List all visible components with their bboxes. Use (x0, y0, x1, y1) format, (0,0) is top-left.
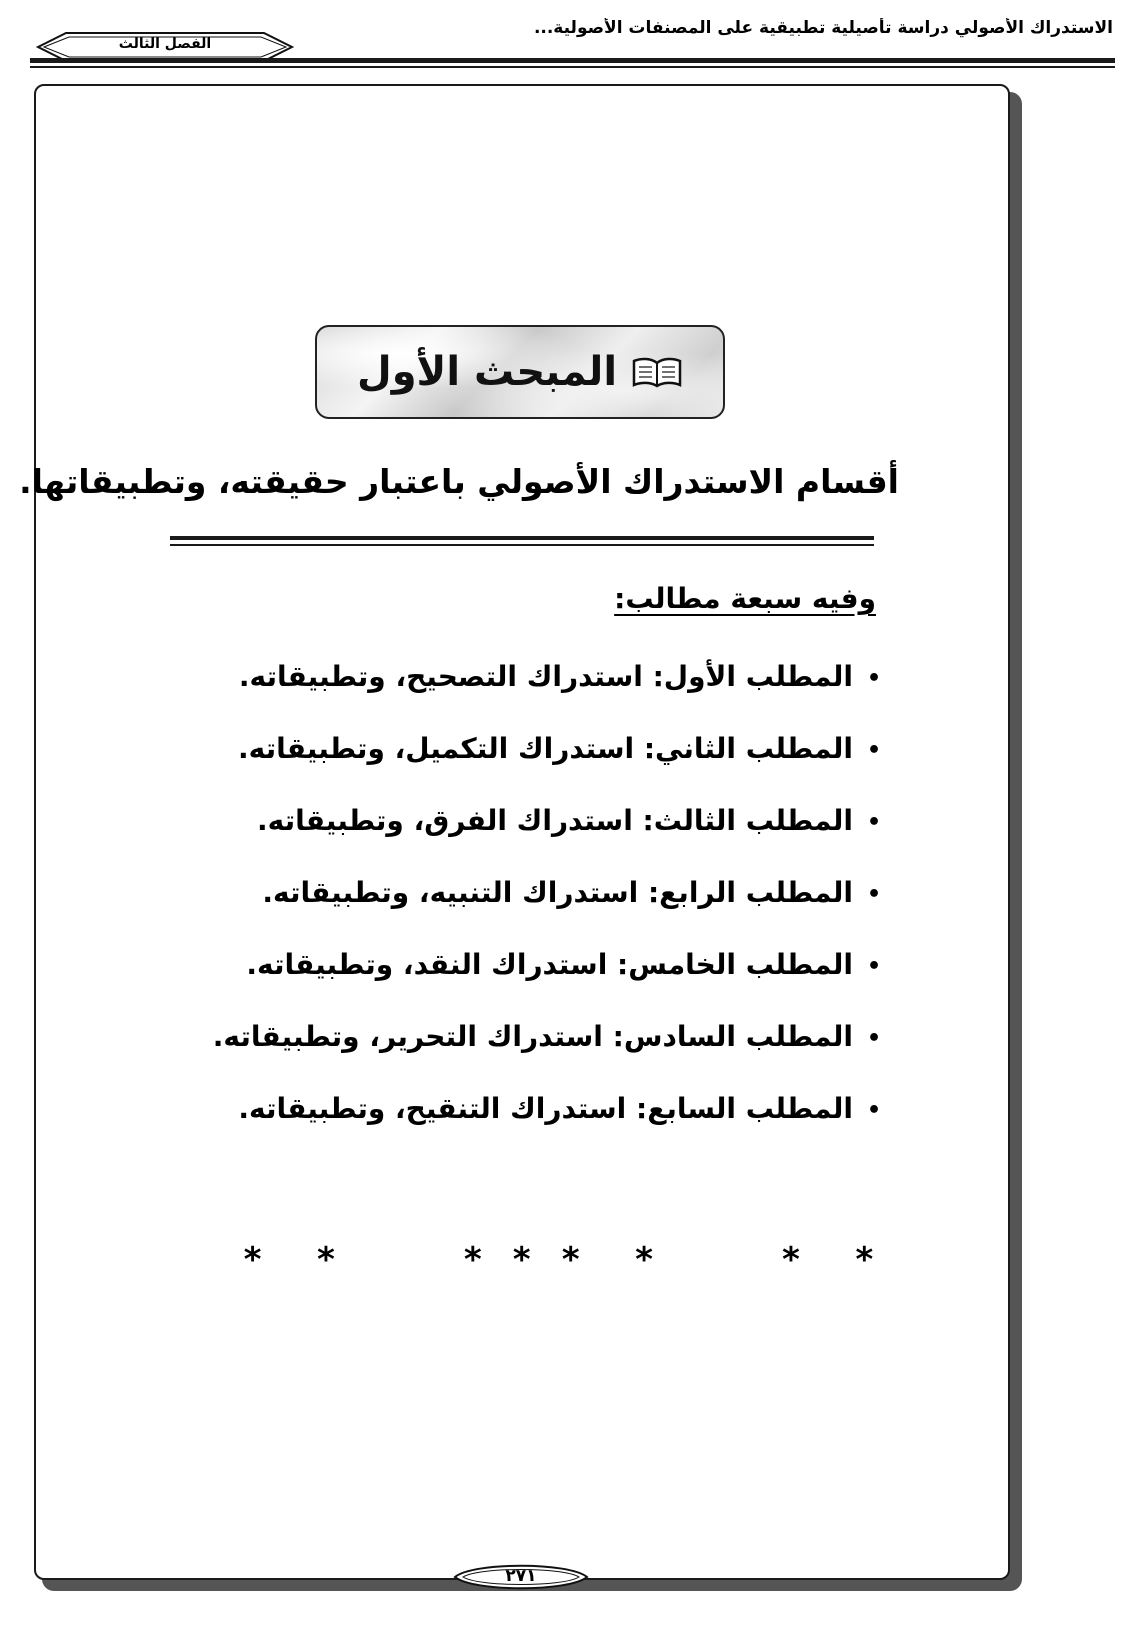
list-item-text: المطلب الرابع: استدراك التنبيه، وتطبيقاته. (262, 876, 853, 909)
list-item (238, 732, 881, 765)
list-item (262, 876, 881, 909)
section-badge (315, 325, 725, 419)
running-title: الاستدراك الأصولي دراسة تأصيلية تطبيقية على المصنفات الأصولية... (533, 18, 1113, 38)
bullet-icon: • (866, 953, 881, 979)
list-item (238, 1092, 881, 1125)
list-item-text: المطلب السابع: استدراك التنقيح، وتطبيقاته. (238, 1092, 853, 1125)
open-book-icon (631, 355, 683, 389)
bullet-icon: • (866, 881, 881, 907)
list-item-text: المطلب الأول: استدراك التصحيح، وتطبيقاته. (238, 660, 853, 693)
list-item (239, 660, 881, 693)
list-item (246, 948, 881, 981)
list-item (257, 804, 881, 837)
page-number-badge (453, 1560, 589, 1594)
header-rule-thin (30, 66, 1115, 68)
asterisk-separator: * * * * * * * * (242, 1240, 879, 1280)
section-heading: أقسام الاستدراك الأصولي باعتبار حقيقته، وتطبيقاتها. (19, 462, 899, 501)
heading-rule (170, 536, 874, 540)
list-item-text: المطلب السادس: استدراك التحرير، وتطبيقاته. (212, 1020, 853, 1053)
page-number: ٢٧١ (505, 1566, 537, 1586)
header-rule (30, 58, 1115, 63)
heading-rule-thin (170, 544, 874, 546)
bullet-icon: • (866, 1097, 881, 1123)
list-item-text: المطلب الثاني: استدراك التكميل، وتطبيقاته. (238, 732, 853, 765)
bullet-icon: • (866, 1025, 881, 1051)
list-item-text: المطلب الثالث: استدراك الفرق، وتطبيقاته. (256, 804, 853, 837)
intro-text: وفيه سبعة مطالب: (614, 582, 876, 615)
list-item-text: المطلب الخامس: استدراك النقد، وتطبيقاته. (246, 948, 853, 981)
bullet-icon: • (866, 737, 881, 763)
section-title: المبحث الأول (356, 349, 618, 395)
bullet-icon: • (866, 809, 881, 835)
bullet-icon: • (866, 665, 881, 691)
list-item (213, 1020, 881, 1053)
chapter-label: الفصل الثالث (118, 36, 212, 52)
